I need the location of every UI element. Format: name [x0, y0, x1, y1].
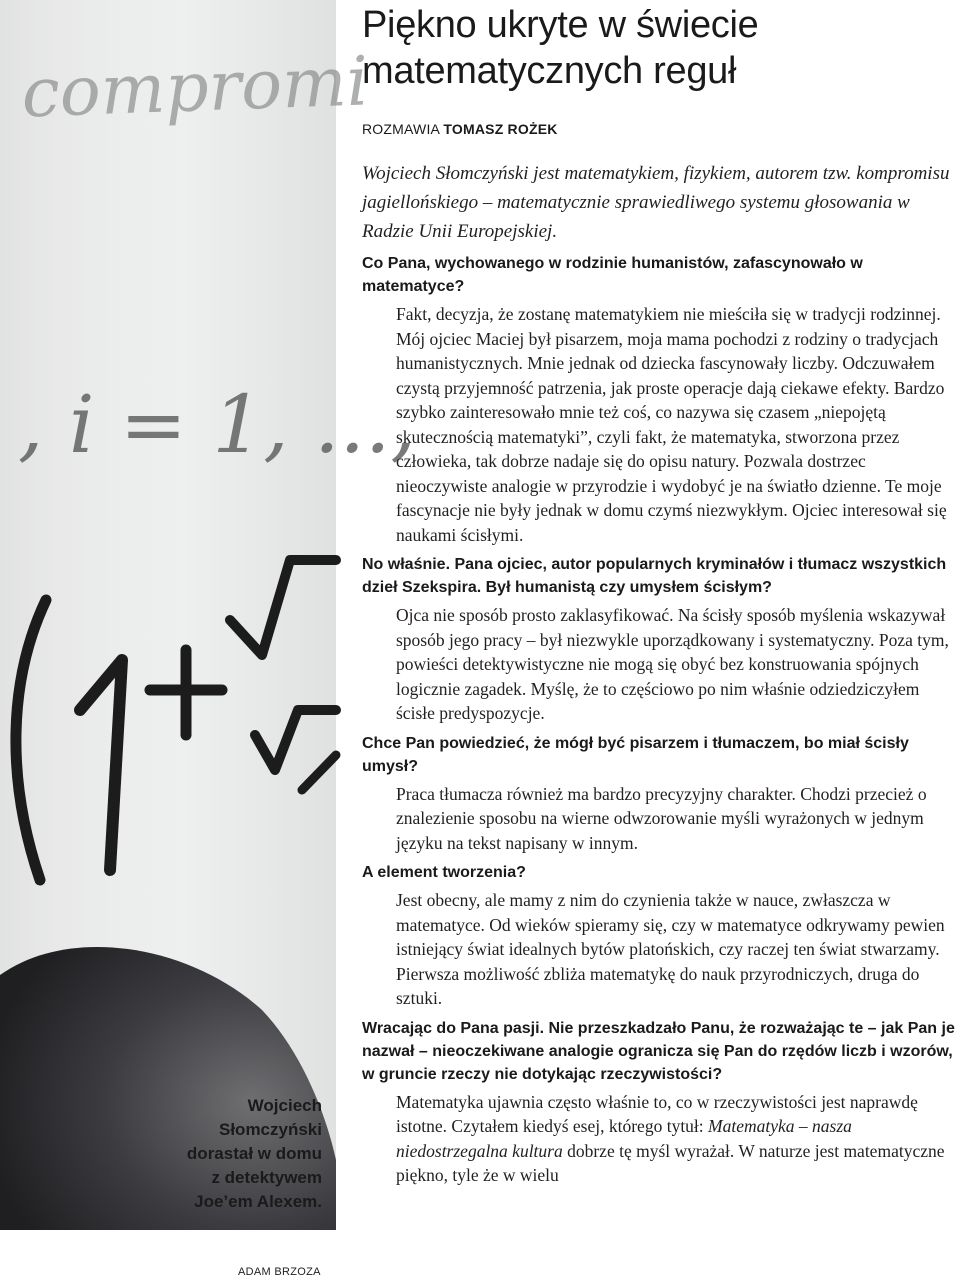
question-4: A element tworzenia?: [362, 864, 526, 881]
question-1: Co Pana, wychowanego w rodzinie humanistów, zafascynowało w matematyce?: [362, 255, 863, 295]
byline-author: TOMASZ ROŻEK: [443, 121, 558, 137]
question-2: No właśnie. Pana ojciec, autor popularnych kryminałów i tłumacz wszystkich dzieł Szekspira. Był humanistą czy umysłem ścisłym?: [362, 556, 947, 596]
answer-4: Jest obecny, ale mamy z nim do czynienia także w nauce, zwłaszcza w matematyce. Od wieków spieramy się, czy w matematyce odkrywamy pewien istniejący świat idealnych bytów platońskich, czy raczej ten świat stwarzamy. Pierwsza możliwość zbliża matematykę do nauk przyrodniczych, druga do sztuki.: [396, 890, 945, 1008]
answer-1: Fakt, decyzja, że zostanę matematykiem nie mieściła się w tradycji rodzinnej. Mój ojciec Maciej był pisarzem, moja mama pochodzi z rodziny o tradycjach humanistycznych. Mnie jednak od dziecka fascynowały liczby. Odczuwałem czystą przyjemność patrzenia, jak proste operacje dają ciekawe efekty. Bardzo szybko zainteresowało mnie też coś, co nazywa się czasem „niepojętą skutecznością matematyki”, czyli fakt, że matematyka, stworzona przez człowieka, tak dobrze nadaje się do opisu natury. Pozwala dostrzec nieoczywiste analogie w przyrodzie i wydobyć je na światło dzienne. Te moje fascynacje nie były jednak w domu czymś niezwykłym. Ojciec interesował się naukami ścisłymi.: [396, 304, 947, 545]
lead-paragraph: Wojciech Słomczyński jest matematykiem, fizykiem, autorem tzw. kompromisu jagiellońskiego – matematycznie sprawiedliwego systemu głosowania w Radzie Unii Europejskiej.: [362, 163, 950, 242]
photo-caption: Wojciech Słomczyński dorastał w domu z detektywem Joe’em Alexem.: [186, 1096, 322, 1211]
byline: [362, 121, 558, 137]
answer-5-end: dobrze tę myśl wyrażał. W naturze jest matematyczne piękno, tyle że w wielu: [396, 1140, 945, 1185]
article-title: Piękno ukryte w świecie matematycznych reguł: [362, 4, 759, 92]
board-text-compromise: compromi: [20, 42, 370, 134]
answer-3: Praca tłumacza również ma bardzo precyzyjny charakter. Chodzi przecież o znalezienie sposobu na wierne odwzorowanie myśli wyrażonych w jednym języku na tekst napisany w innym.: [396, 783, 927, 853]
article-body: [362, 159, 958, 1192]
question-3: Chce Pan powiedzieć, że mógł być pisarzem i tłumaczem, bo miał ścisły umysł?: [362, 734, 909, 775]
byline-prefix: ROZMAWIA: [362, 121, 444, 137]
answer-5: [396, 1090, 958, 1188]
essay-title: Matematyka – nasza niedostrzegalna kultura: [396, 1116, 852, 1161]
answer-2: Ojca nie sposób prosto zaklasyfikować. Na ścisły sposób myślenia wskazywał sposób jego pracy – był niezwykle uporządkowany i systematyczny. Poza tym, powieści detektywistyczne nie mogą się obyć bez konstruowania spójnych logicznie zagadek. Myślę, że to częściowo po nim właśnie odziedziczyłem ścisłe predyspozycje.: [396, 605, 949, 723]
answer-5-start: Matematyka ujawnia często właśnie to, co w rzeczywistości jest naprawdę istotne. Czytałem kiedyś esej, którego tytuł:: [396, 1091, 918, 1136]
question-5: Wracając do Pana pasji. Nie przeszkadzało Panu, że rozważając te – jak Pan je nazwał – nieoczekiwane analogie ogranicza się Pan do rzędów liczb i wzorów, w gruncie rzeczy nie dotykając rzeczywistości?: [362, 1019, 955, 1083]
board-text-index: , i = 1, ...,: [18, 378, 416, 471]
photo-credit: ADAM BRZOZA: [238, 1266, 321, 1278]
